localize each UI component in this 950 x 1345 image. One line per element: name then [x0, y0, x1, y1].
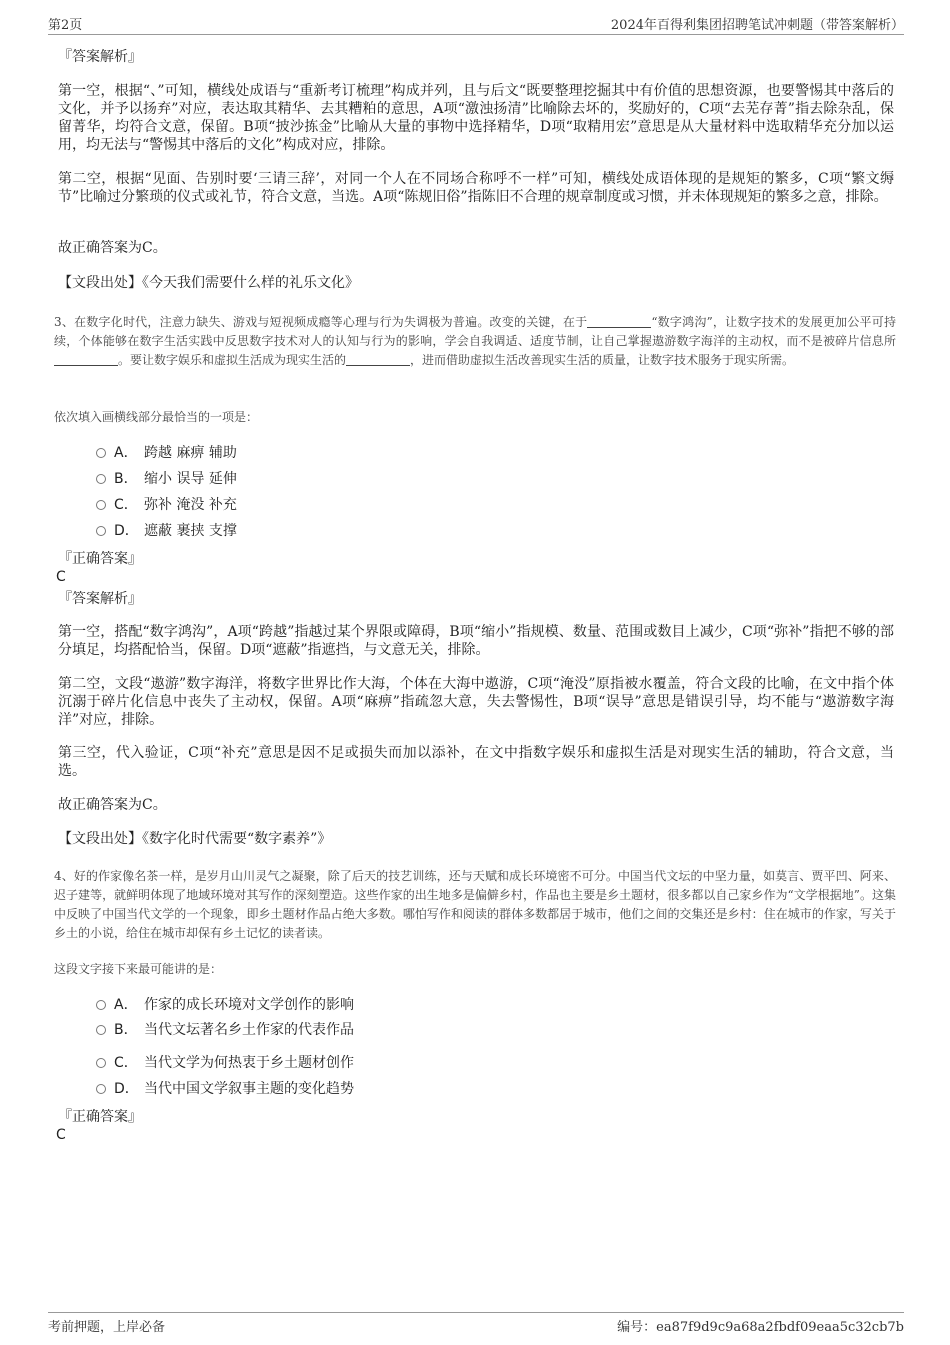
- option-text: 缩小 误导 延伸: [144, 471, 237, 487]
- q3-source: 【文段出处】《数字化时代需要“数字素养”》: [58, 831, 332, 847]
- q3-blank-2: [54, 353, 118, 366]
- page-number: 第2页: [48, 18, 83, 33]
- q4-option-a[interactable]: [96, 996, 354, 1014]
- option-text: 当代中国文学叙事主题的变化趋势: [144, 1081, 354, 1097]
- q2-analysis-label: 『答案解析』: [58, 49, 142, 65]
- radio-icon[interactable]: [96, 500, 106, 510]
- q3-correct-label: 『正确答案』: [58, 551, 142, 567]
- q4-correct-label: 『正确答案』: [58, 1109, 142, 1125]
- radio-icon[interactable]: [96, 1084, 106, 1094]
- option-letter: A．: [114, 445, 138, 461]
- page-footer: [48, 1312, 904, 1335]
- option-text: 当代文学为何热衷于乡土题材创作: [144, 1055, 354, 1071]
- q3-stem: [54, 313, 896, 370]
- q3-conclusion: 故正确答案为C。: [58, 797, 167, 813]
- option-letter: C．: [114, 497, 138, 513]
- q3-stem-part-4: ，进而借助虚拟生活改善现实生活的质量，让数字技术服务于现实所需。: [410, 353, 795, 367]
- option-letter: B．: [114, 471, 138, 487]
- q4-prompt: 这段文字接下来最可能讲的是：: [54, 962, 223, 976]
- q2-conclusion: 故正确答案为C。: [58, 240, 167, 256]
- radio-icon[interactable]: [96, 448, 106, 458]
- q2-analysis-para-1: 第一空，根据“、”可知，横线处成语与“重新考订梳理”构成并列，且与后文“既要整理挖掘其中有价值的思想资源，也要警惕其中落后的文化，并予以扬弃”对应，表达取其精华、去其糟粕的意思，A项“激浊扬清”比喻除去坏的，奖励好的，C项“去芜存菁”指去除杂乱，保留菁华，均符合文意，保留。B项“披沙拣金”比喻从大量的事物中选择精华，D项“取精用宏”意思是从大量材料中选取精华充分加以运用，均无法与“警惕其中落后的文化”构成对应，排除。: [58, 83, 894, 153]
- q3-stem-part-3: 。要让数字娱乐和虚拟生活成为现实生活的: [118, 353, 347, 367]
- footer-serial: 编号：ea87f9d9c9a68a2fbdf09eaa5c32cb7b: [617, 1320, 904, 1335]
- option-letter: B．: [114, 1022, 138, 1038]
- q4-option-d[interactable]: [96, 1080, 354, 1098]
- q3-stem-part-1: 3、在数字化时代，注意力缺失、游戏与短视频成瘾等心理与行为失调极为普遍。改变的关键，在于: [54, 315, 588, 329]
- q4-option-b[interactable]: [96, 1021, 354, 1039]
- option-text: 遮蔽 裹挟 支撑: [144, 523, 237, 539]
- q2-source: 【文段出处】《今天我们需要什么样的礼乐文化》: [58, 275, 359, 291]
- document-title: 2024年百得利集团招聘笔试冲刺题（带答案解析）: [610, 18, 904, 33]
- q3-option-b[interactable]: [96, 470, 237, 488]
- radio-icon[interactable]: [96, 1025, 106, 1035]
- q2-analysis-para-2: 第二空，根据“见面、告别时要‘三请三辞’，对同一个人在不同场合称呼不一样”可知，横线处成语体现的是规矩的繁多，C项“繁文缛节”比喻过分繁琐的仪式或礼节，符合文意，当选。A项“陈规旧俗”指陈旧不合理的规章制度或习惯，并未体现规矩的繁多之意，排除。: [58, 171, 894, 205]
- q3-option-a[interactable]: [96, 444, 237, 462]
- page-header: [48, 14, 904, 35]
- q4-stem: 4、好的作家像名茶一样，是岁月山川灵气之凝聚，除了后天的技艺训练，还与天赋和成长环境密不可分。中国当代文坛的中坚力量，如莫言、贾平凹、阿来、迟子建等，就鲜明体现了地域环境对其写作的深刻塑造。这些作家的出生地多是偏僻乡村，作品也主要是乡土题材，很多都以自己家乡作为“文学根据地”。这集中反映了中国当代文学的一个现象，即乡土题材作品占绝大多数。哪怕写作和阅读的群体多数都居于城市，他们之间的交集还是乡村：住在城市的作家，写关于乡土的小说，给住在城市却保有乡土记忆的读者读。: [54, 869, 896, 940]
- q3-analysis-para-2: 第二空，文段“遨游”数字海洋，将数字世界比作大海，个体在大海中遨游，C项“淹没”原指被水覆盖，符合文段的比喻，在文中指个体沉溺于碎片化信息中丧失了主动权，保留。A项“麻痹”指疏忽大意，失去警惕性，B项“误导”意思是错误引导，均不能与“遨游数字海洋”对应，排除。: [58, 676, 894, 728]
- q3-option-d[interactable]: [96, 522, 237, 540]
- q3-analysis-para-1: 第一空，搭配“数字鸿沟”，A项“跨越”指越过某个界限或障碍，B项“缩小”指规模、数量、范围或数目上减少，C项“弥补”指把不够的部分填足，均搭配恰当，保留。D项“遮蔽”指遮挡，与文意无关，排除。: [58, 624, 894, 658]
- radio-icon[interactable]: [96, 1058, 106, 1068]
- radio-icon[interactable]: [96, 474, 106, 484]
- option-text: 作家的成长环境对文学创作的影响: [144, 997, 354, 1013]
- q3-option-c[interactable]: [96, 496, 237, 514]
- q4-correct-answer: C: [56, 1127, 66, 1143]
- q3-analysis-label: 『答案解析』: [58, 591, 142, 607]
- radio-icon[interactable]: [96, 1000, 106, 1010]
- q3-correct-answer: C: [56, 569, 66, 585]
- option-text: 跨越 麻痹 辅助: [144, 445, 237, 461]
- q3-stem-part-2: “数字鸿沟”，让数字技术的发展更加公平可持续，个体能够在数字生活实践中反思数字技术对人的认知与行为的影响，学会自我调适、适度节制，让自己掌握遨游数字海洋的主动权，而不是被碎片信息所: [54, 315, 896, 348]
- option-letter: D．: [114, 523, 139, 539]
- radio-icon[interactable]: [96, 526, 106, 536]
- footer-slogan: 考前押题，上岸必备: [48, 1320, 166, 1335]
- q3-blank-3: [346, 353, 410, 366]
- q4-option-c[interactable]: [96, 1054, 354, 1072]
- option-letter: D．: [114, 1081, 139, 1097]
- option-text: 弥补 淹没 补充: [144, 497, 237, 513]
- option-letter: C．: [114, 1055, 138, 1071]
- option-text: 当代文坛著名乡土作家的代表作品: [144, 1022, 354, 1038]
- q3-blank-1: [587, 315, 651, 328]
- q3-analysis-para-3: 第三空，代入验证，C项“补充”意思是因不足或损失而加以添补，在文中指数字娱乐和虚拟生活是对现实生活的辅助，符合文意，当选。: [58, 745, 894, 779]
- option-letter: A．: [114, 997, 138, 1013]
- q3-prompt: 依次填入画横线部分最恰当的一项是：: [54, 410, 259, 424]
